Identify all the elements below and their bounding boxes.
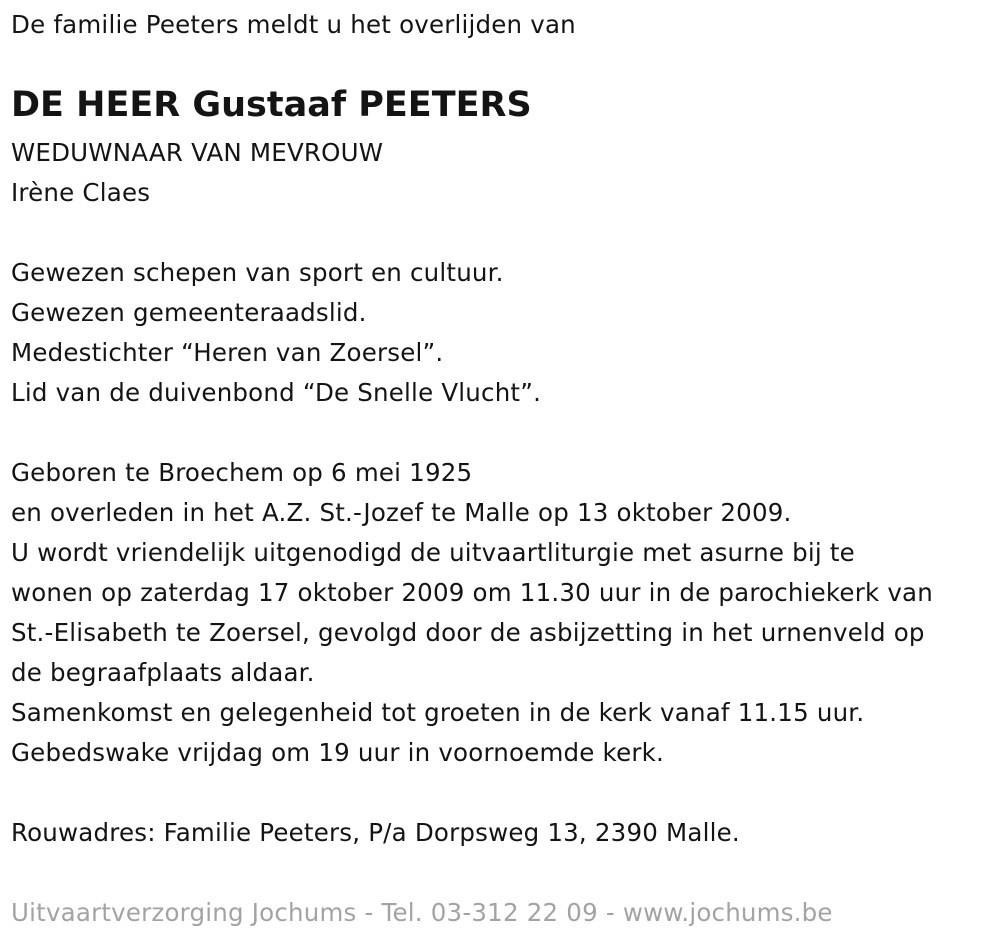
- spouse-name: Irène Claes: [11, 178, 151, 207]
- detail-line: St.-Elisabeth te Zoersel, gevolgd door de asbijzetting in het urnenveld op: [11, 618, 925, 647]
- relation-text: WEDUWNAAR VAN MEVROUW: [11, 138, 384, 167]
- intro-text: De familie Peeters meldt u het overlijden van: [11, 10, 576, 39]
- detail-line: Geboren te Broechem op 6 mei 1925: [11, 458, 473, 487]
- detail-line: U wordt vriendelijk uitgenodigd de uitvaartliturgie met asurne bij te: [11, 538, 855, 567]
- function-line: Lid van de duivenbond “De Snelle Vlucht”.: [11, 378, 542, 407]
- detail-line: de begraafplaats aldaar.: [11, 658, 315, 687]
- funeral-home-footer: Uitvaartverzorging Jochums - Tel. 03-312 22 09 - www.jochums.be: [11, 898, 833, 927]
- function-line: Medestichter “Heren van Zoersel”.: [11, 338, 444, 367]
- detail-line: en overleden in het A.Z. St.-Jozef te Malle op 13 oktober 2009.: [11, 498, 792, 527]
- detail-line: wonen op zaterdag 17 oktober 2009 om 11.30 uur in de parochiekerk van: [11, 578, 933, 607]
- function-line: Gewezen gemeenteraadslid.: [11, 298, 367, 327]
- function-line: Gewezen schepen van sport en cultuur.: [11, 258, 504, 287]
- detail-line: Gebedswake vrijdag om 19 uur in voornoemde kerk.: [11, 738, 664, 767]
- detail-line: Samenkomst en gelegenheid tot groeten in de kerk vanaf 11.15 uur.: [11, 698, 865, 727]
- mourning-address: Rouwadres: Familie Peeters, P/a Dorpsweg 13, 2390 Malle.: [11, 818, 740, 847]
- deceased-name: DE HEER Gustaaf PEETERS: [11, 85, 532, 125]
